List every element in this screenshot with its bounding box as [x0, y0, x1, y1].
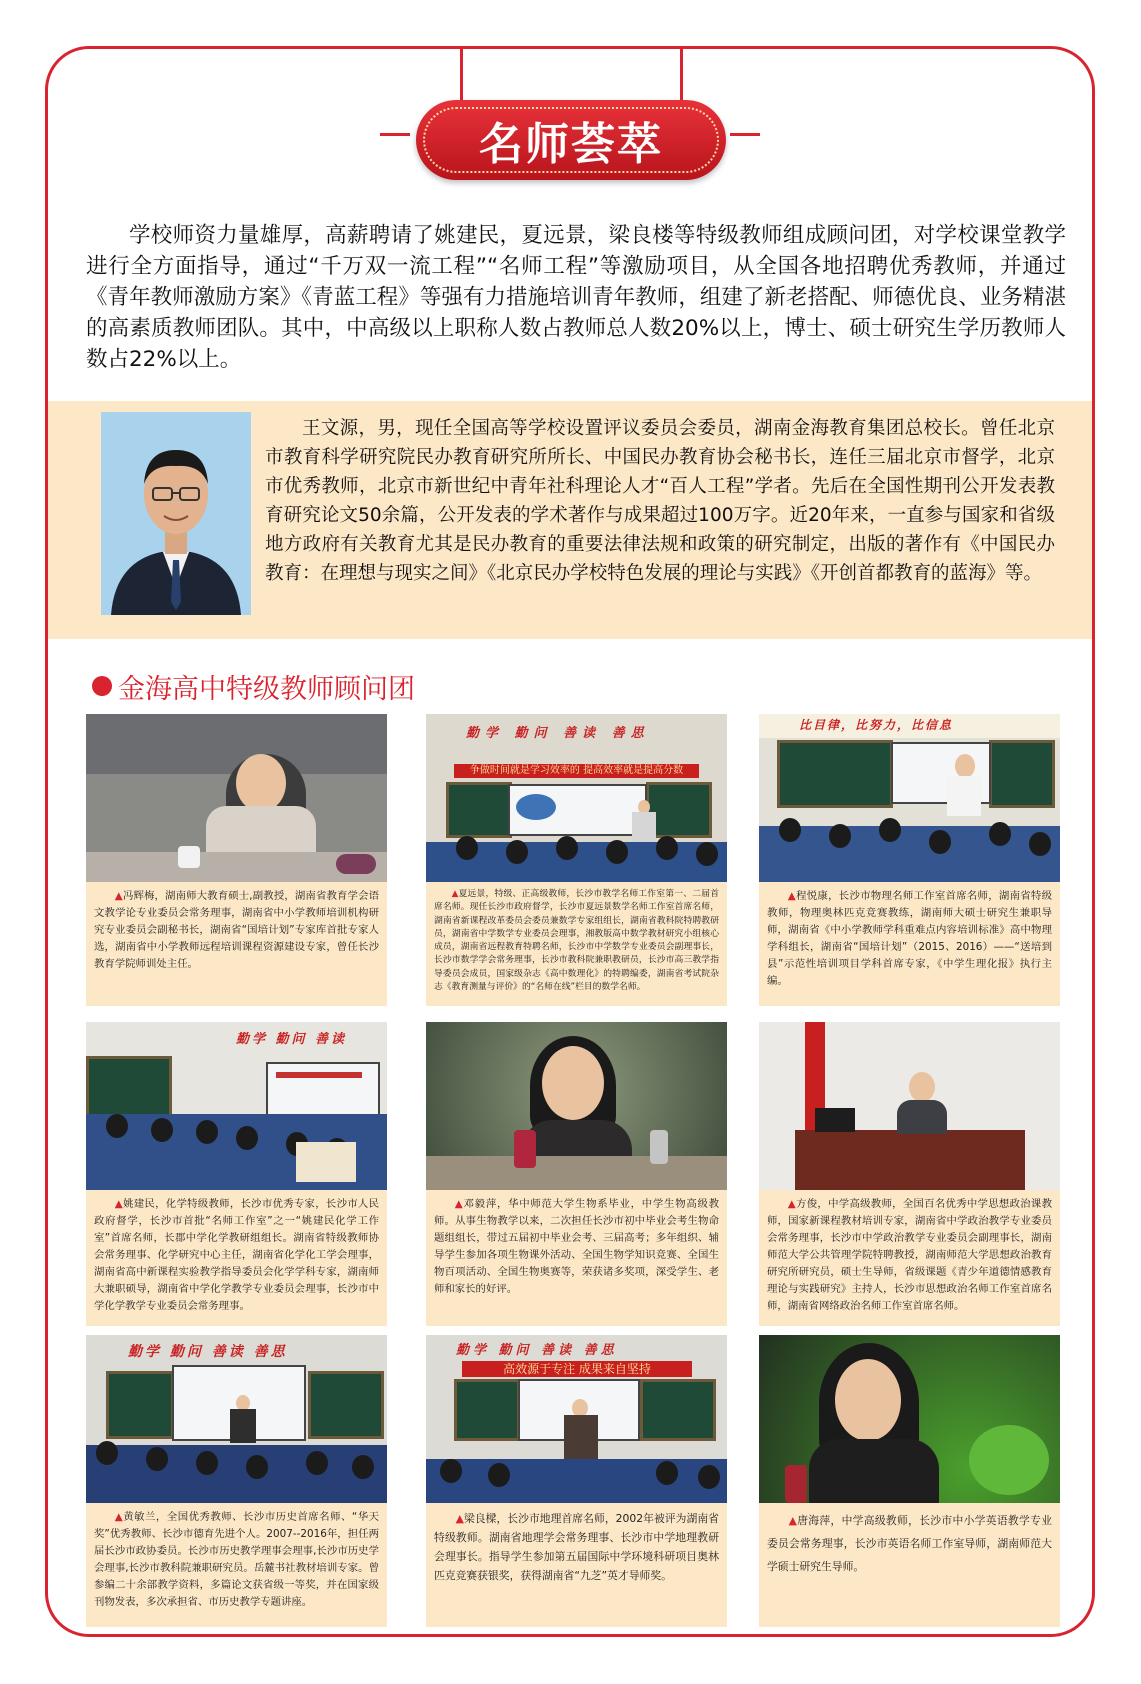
teacher-bio: 梁良樑，长沙市地理首席名师，2002年被评为湖南省特级教师。湖南省地理学会常务理事、长沙市中学地理教研会理事长。指导学生参加第五届国际中学环境科研项目奥林匹克竞赛获银奖，获得湖南省“九芝”英才导师奖。	[434, 1512, 719, 1582]
marker-triangle-icon: ▲	[454, 1198, 464, 1210]
intro-paragraph: 学校师资力量雄厚，高薪聘请了姚建民，夏远景，梁良楼等特级教师组成顾问团，对学校课堂教学进行全方面指导，通过“千万双一流工程”“名师工程”等激励项目，从全国各地招聘优秀教师，并通过《青年教师激励方案》《青蓝工程》等强有力措施培训青年教师，组建了新老搭配、师德优良、业务精湛的高素质教师团队。其中，中高级以上职称人数占教师总人数20%以上，博士、硕士研究生学历教师人数占22%以上。	[86, 223, 1066, 372]
teacher-bio: 冯辉梅，湖南师大教育硕士,副教授，湖南省教育学会语文教学论专业委员会常务理事，湖南省中小学教师培训机构研究专业委员会副秘书长，湖南省“国培计划”专家库首批专家人选，湖南省中小学教师远程培训课程资源建设专家，曾任长沙教育学院师训处主任。	[94, 890, 379, 970]
teacher-caption	[426, 882, 727, 1006]
title-wing-left	[380, 133, 410, 146]
page-title: 名师荟萃	[479, 119, 663, 170]
marker-triangle-icon: ▲	[114, 890, 123, 902]
red-bullet-icon	[92, 676, 112, 696]
teacher-photo	[86, 1022, 387, 1190]
teacher-bio: 方俊，中学高级教师，全国百名优秀中学思想政治课教师，国家新课程教材培训专家，湖南省中学政治教学专业委员会常务理事，长沙市中学政治教学专业委员会副理事长，湖南师范大学公共管理学院特聘教授，湖南师范大学思想政治教育研究所研究员，硕士生导师，省级课题《青少年道德情感教育理论与实践研究》主持人，长沙市思想政治名师工作室首席名师，湖南省网络政治名师工作室首席名师。	[767, 1198, 1052, 1312]
teacher-caption	[426, 1190, 727, 1326]
hanging-line-left-top	[460, 46, 463, 102]
principal-profile-text: 王文源，男，现任全国高等学校设置评议委员会委员，湖南金海教育集团总校长。曾任北京市教育科学研究院民办教育研究所所长、中国民办教育协会秘书长，连任三届北京市督学，北京市优秀教师，北京市新世纪中青年社科理论人才“百人工程”学者。先后在全国性期刊公开发表教育研究论文50余篇，公开发表的学术著作与成果超过100万字。近20年来，一直参与国家和省级地方政府有关教育尤其是民办教育的重要法律法规和政策的研究制定，出版的著作有《中国民办教育：在理想与现实之间》《北京民办学校特色发展的理论与实践》《开创首都教育的蓝海》等。	[265, 418, 1055, 584]
teacher-card	[759, 1022, 1060, 1326]
teacher-photo	[759, 714, 1060, 882]
section-heading	[92, 669, 415, 703]
teacher-bio: 夏远景，特级、正高级教师，长沙市教学名师工作室第一、二届首席名师。现任长沙市政府督学，长沙市夏远景数学名师工作室首席名师，湖南省新课程改革委员会委员兼数学专家组组长，湖南省教科院特聘教研员，湖南省中学数学专业委员会理事，湘教版高中数学教材研究小组核心成员，湖南省远程教育特聘名师，长沙市中学数学专业委员会副理事长，长沙市数学学会常务理事，长沙市教科院兼职教研员，长沙市高三教学指导委员会成员，国家级杂志《高中数理化》的特聘编委，湖南省考试院杂志《教育测量与评价》的“名师在线”栏目的数学名师。	[434, 889, 719, 993]
teacher-bio: 黄敏兰，全国优秀教师、长沙市历史首席名师、“华天奖”优秀教师、长沙市德育先进个人。2007--2016年，担任两届长沙市政协委员。长沙市历史教学理事会理事,长沙市历史学会理事,长沙市教科院兼职研究员。岳麓书社教材培训专家。曾参编二十余部教学资料，多篇论文获省级一等奖，并在国家级刊物发表，多次承担省、市历史教学专题讲座。	[94, 1511, 379, 1608]
marker-triangle-icon: ▲	[787, 890, 797, 902]
principal-portrait	[101, 412, 251, 615]
teacher-caption	[759, 1190, 1060, 1326]
photo-wall-characters: 勤学 勤问 善读 善思	[466, 726, 650, 741]
teacher-photo	[426, 1022, 727, 1190]
teacher-card	[86, 714, 387, 1006]
teacher-card	[759, 714, 1060, 1006]
hanging-line-right-top	[680, 46, 683, 102]
teacher-bio: 姚建民，化学特级教师，长沙市优秀专家，长沙市人民政府督学，长沙市首批“名师工作室”之一“姚建民化学工作室”首席名师，长郡中学化学教研组组长。湖南省特级教师协会常务理事、化学研究中心主任，湖南省化学化工学会理事，湖南省高中新课程实验教学指导委员会化学学科专家，湖南师大兼职硕导，湖南省中学化学教学专业委员会理事，长沙市中学化学教学专业委员会常务理事。	[94, 1198, 379, 1312]
teacher-photo	[86, 714, 387, 882]
teacher-photo	[426, 1335, 727, 1503]
principal-portrait-drawing	[101, 412, 251, 615]
teacher-card	[759, 1335, 1060, 1627]
teacher-photo	[426, 714, 727, 882]
photo-wall-characters: 勤学 勤问 善读	[236, 1032, 348, 1047]
marker-triangle-icon: ▲	[114, 1511, 124, 1523]
teacher-caption	[759, 882, 1060, 1006]
teacher-caption	[86, 882, 387, 1006]
marker-triangle-icon: ▲	[787, 1198, 797, 1210]
photo-wall-characters: 比目律，比努力，比信息	[799, 718, 954, 732]
teacher-card	[426, 1335, 727, 1627]
teacher-card	[86, 1022, 387, 1326]
photo-wall-characters: 勤学 勤问 善读 善思	[456, 1343, 618, 1358]
marker-triangle-icon: ▲	[451, 889, 459, 899]
photo-wall-characters: 勤学 勤问 善读 善思	[128, 1344, 288, 1360]
teacher-photo	[759, 1022, 1060, 1190]
teacher-card	[426, 1022, 727, 1326]
teacher-card	[426, 714, 727, 1006]
marker-triangle-icon: ▲	[788, 1514, 798, 1527]
teacher-caption	[759, 1503, 1060, 1627]
teacher-caption	[86, 1503, 387, 1627]
teacher-bio: 唐海萍，中学高级教师，长沙市中小学英语教学专业委员会常务理事，长沙市英语名师工作室导师，湖南师范大学硕士研究生导师。	[767, 1514, 1053, 1573]
teacher-photo	[759, 1335, 1060, 1503]
teacher-bio: 程悦康，长沙市物理名师工作室首席名师，湖南省特级教师，物理奥林匹克竞赛教练，湖南师大硕士研究生兼职导师，湖南省《中小学教师学科重难点内容培训标准》高中物理学科组长，湖南省“国培计划”（2015、2016）——“送培到县”示范性培训项目学科首席专家，《中学生理化报》执行主编。	[767, 890, 1052, 987]
title-wing-right	[730, 133, 760, 146]
photo-banner: 争做时间就是学习效率的 提高效率就是提高分数	[454, 764, 699, 778]
marker-triangle-icon: ▲	[114, 1198, 124, 1210]
teacher-bio: 邓毅萍，华中师范大学生物系毕业，中学生物高级教师。从事生物教学以来，二次担任长沙市初中毕业会考生物命题组组长，带过五届初中毕业会考、三届高考；多年组织、辅导学生参加各项生物课外活动、全国生物学知识竞赛、全国生物百项活动、全国生物奥赛等，荣获诸多奖项，深受学生、老师和家长的好评。	[434, 1198, 719, 1295]
teacher-caption	[426, 1503, 727, 1627]
teacher-card	[86, 1335, 387, 1627]
marker-triangle-icon: ▲	[455, 1512, 464, 1525]
teacher-caption	[86, 1190, 387, 1326]
title-plaque	[416, 100, 726, 180]
section-heading-text: 金海高中特级教师顾问团	[118, 673, 415, 705]
photo-banner: 高效源于专注 成果来自坚持	[462, 1361, 692, 1377]
teacher-photo	[86, 1335, 387, 1503]
